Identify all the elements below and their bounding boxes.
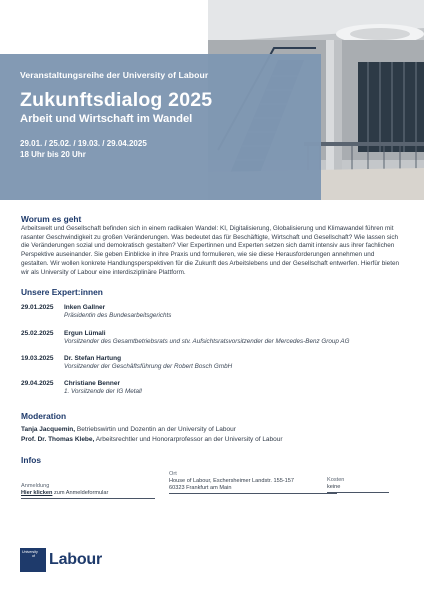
expert-date: 29.01.2025 bbox=[21, 304, 54, 312]
divider bbox=[21, 498, 155, 499]
expert-date: 29.04.2025 bbox=[21, 380, 54, 388]
expert-role: Vorsitzender des Gesamtbetriebsrats und stv. Aufsichtsratsvorsitzender der Mercedes-Benz Group AG bbox=[64, 337, 350, 345]
expert-name: Inken Gallner bbox=[64, 304, 106, 312]
location-label: Ort bbox=[169, 470, 177, 477]
university-of-labour-logo bbox=[20, 548, 102, 572]
registration-info bbox=[21, 483, 155, 499]
divider bbox=[169, 493, 337, 494]
registration-link[interactable]: Hier klicken bbox=[21, 490, 53, 497]
expert-row bbox=[21, 329, 403, 346]
expert-role: 1. Vorsitzende der IG Metall bbox=[64, 388, 142, 396]
expert-row bbox=[21, 354, 403, 371]
moderation-heading: Moderation bbox=[21, 410, 67, 421]
event-series-label: Veranstaltungsreihe der University of Labour bbox=[20, 70, 209, 80]
logo-mark bbox=[20, 548, 46, 572]
moderator-line bbox=[21, 425, 403, 435]
location-line1: House of Labour, Eschersheimer Landstr. 155-157 bbox=[169, 478, 295, 485]
moderator-name: Prof. Dr. Thomas Klebe, bbox=[21, 435, 95, 443]
infos-section bbox=[21, 455, 403, 509]
expert-name: Dr. Stefan Hartung bbox=[64, 355, 122, 363]
expert-row bbox=[21, 379, 403, 396]
location-info bbox=[169, 471, 337, 495]
logo-mark-line2: of bbox=[32, 554, 35, 559]
expert-name: Christiane Benner bbox=[64, 380, 120, 388]
expert-role: Vorsitzender der Geschäftsführung der Robert Bosch GmbH bbox=[64, 363, 233, 371]
hero-banner bbox=[0, 0, 424, 200]
moderator-line bbox=[21, 435, 403, 445]
about-text: Arbeitswelt und Gesellschaft befinden sich in einem radikalen Wandel: KI, Digitalisierung, Globalisierung und Klimawandel führen mit rasanter Geschwindigkeit zu großen Veränderungen. Was bedeutet das für Beschäftigte, Wirtschaft und Gesellschaft? Wie lassen sich die Veränderungen sozial und demokratisch gestalten? Vier Expertinnen und Experten setzen sich damit intensiv aus ihrer fachlichen Perspektive auseinander. Sie geben Einblicke in ihre Praxis und formulieren, wie sie diese Herausforderungen annehmen und gestalten. Wir wollen konkrete Handlungsperspektiven für die Zukunft des Arbeitslebens und der Gesellschaft entwerfen. Hierfür bieten wir als University of Labour eine interdisziplinäre Plattform. bbox=[21, 225, 400, 276]
hero-text bbox=[20, 70, 212, 160]
expert-date: 25.02.2025 bbox=[21, 329, 54, 337]
location-line2: 60323 Frankfurt am Main bbox=[169, 485, 232, 492]
registration-suffix: zum Anmeldeformular bbox=[52, 490, 109, 497]
divider bbox=[327, 492, 389, 493]
moderator-desc: Arbeitsrechtler und Honorarprofessor an der University of Labour bbox=[94, 435, 283, 443]
moderation-section bbox=[21, 411, 403, 445]
main-content bbox=[21, 214, 403, 509]
logo-mark-line1: University bbox=[22, 550, 38, 554]
expert-row bbox=[21, 303, 403, 320]
experts-heading: Unsere Expert:innen bbox=[21, 287, 103, 298]
registration-value bbox=[21, 490, 155, 497]
about-heading: Worum es geht bbox=[21, 214, 82, 224]
expert-role: Präsidentin des Bundesarbeitsgerichts bbox=[64, 312, 172, 320]
costs-info bbox=[327, 477, 389, 493]
event-time: 18 Uhr bis 20 Uhr bbox=[20, 150, 86, 159]
moderator-name: Tanja Jacquemin, bbox=[21, 425, 76, 433]
page-subtitle: Arbeit und Wirtschaft im Wandel bbox=[20, 113, 193, 125]
info-grid bbox=[21, 471, 403, 509]
about-section bbox=[21, 214, 403, 277]
costs-label: Kosten bbox=[327, 476, 345, 483]
registration-label: Anmeldung bbox=[21, 482, 50, 489]
expert-date: 19.03.2025 bbox=[21, 355, 54, 363]
experts-section bbox=[21, 287, 403, 397]
costs-value: keine bbox=[327, 484, 341, 491]
expert-name: Ergun Lümali bbox=[64, 329, 106, 337]
page-title: Zukunftsdialog 2025 bbox=[20, 89, 213, 111]
logo-wordmark: Labour bbox=[49, 551, 103, 568]
event-dates: 29.01. / 25.02. / 19.03. / 29.04.2025 bbox=[20, 139, 147, 148]
infos-heading: Infos bbox=[21, 454, 42, 465]
moderator-desc: Betriebswirtin und Dozentin an der University of Labour bbox=[75, 425, 236, 433]
